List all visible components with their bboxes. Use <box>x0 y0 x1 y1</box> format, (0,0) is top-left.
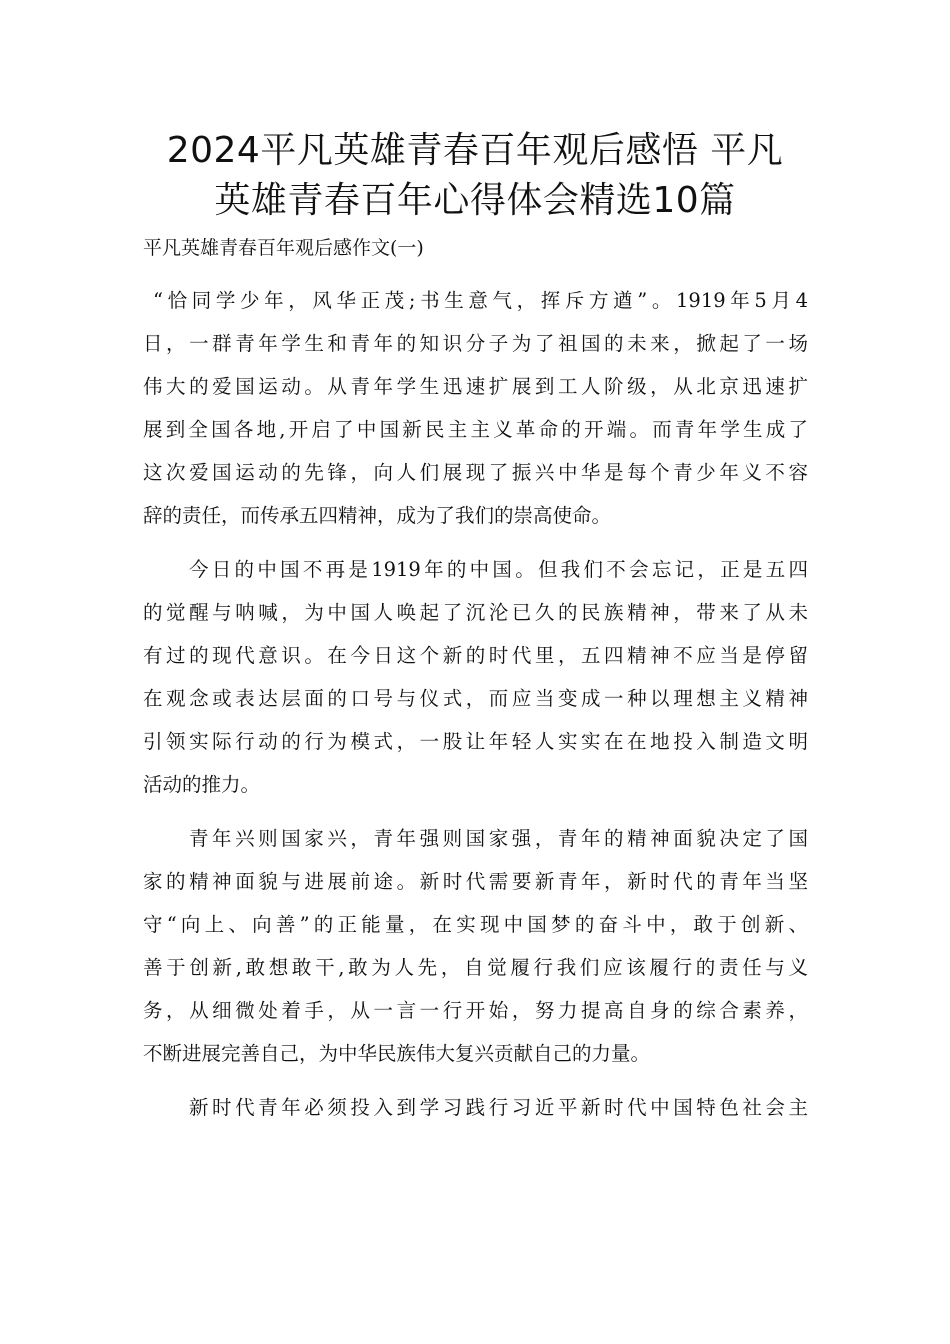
paragraph-line: 日，一群青年学生和青年的知识分子为了祖国的未来，掀起了一场 <box>143 332 808 355</box>
paragraph-line: 活动的推力。 <box>143 773 261 796</box>
paragraph-line: 今日的中国不再是1919年的中国。但我们不会忘记，正是五四 <box>189 558 808 581</box>
paragraph-line: 善于创新,敢想敢干,敢为人先，自觉履行我们应该履行的责任与义 <box>143 956 808 979</box>
paragraph-line: 展到全国各地,开启了中国新民主主义革命的开端。而青年学生成了 <box>143 418 808 441</box>
paragraph-line: 有过的现代意识。在今日这个新的时代里，五四精神不应当是停留 <box>143 644 808 667</box>
paragraph-line: 在观念或表达层面的口号与仪式，而应当变成一种以理想主义精神 <box>143 687 808 710</box>
paragraph-line: 青年兴则国家兴，青年强则国家强，青年的精神面貌决定了国 <box>189 827 808 850</box>
paragraph-line: 的觉醒与呐喊，为中国人唤起了沉沦已久的民族精神，带来了从未 <box>143 601 808 624</box>
paragraph-line: 守“向上、向善”的正能量，在实现中国梦的奋斗中，敢于创新、 <box>143 913 808 936</box>
document-title <box>120 126 830 226</box>
paragraph-2 <box>143 548 808 806</box>
section-subtitle: 平凡英雄青春百年观后感作文(一) <box>143 237 424 259</box>
paragraph-line: 新时代青年必须投入到学习践行习近平新时代中国特色社会主 <box>189 1096 808 1119</box>
title-line-2: 英雄青春百年心得体会精选10篇 <box>214 180 736 221</box>
paragraph-line: 家的精神面貌与进展前途。新时代需要新青年，新时代的青年当坚 <box>143 870 808 893</box>
paragraph-line: 不断进展完善自己，为中华民族伟大复兴贡献自己的力量。 <box>143 1042 651 1065</box>
paragraph-line: 辞的责任，而传承五四精神，成为了我们的崇高使命。 <box>143 504 612 527</box>
paragraph-line: 这次爱国运动的先锋，向人们展现了振兴中华是每个青少年义不容 <box>143 461 808 484</box>
paragraph-line: 伟大的爱国运动。从青年学生迅速扩展到工人阶级，从北京迅速扩 <box>143 375 808 398</box>
paragraph-3 <box>143 817 808 1075</box>
title-line-1: 2024平凡英雄青春百年观后感悟 平凡 <box>166 130 784 171</box>
paragraph-line: 引领实际行动的行为模式，一股让年轻人实实在在地投入制造文明 <box>143 730 808 753</box>
paragraph-1 <box>143 279 808 537</box>
paragraph-line: 务，从细微处着手，从一言一行开始，努力提高自身的综合素养， <box>143 999 808 1022</box>
paragraph-4 <box>143 1086 808 1129</box>
document-body <box>143 279 808 1140</box>
paragraph-line: “恰同学少年，风华正茂;书生意气，挥斥方遒”。1919年5月4 <box>153 289 808 312</box>
